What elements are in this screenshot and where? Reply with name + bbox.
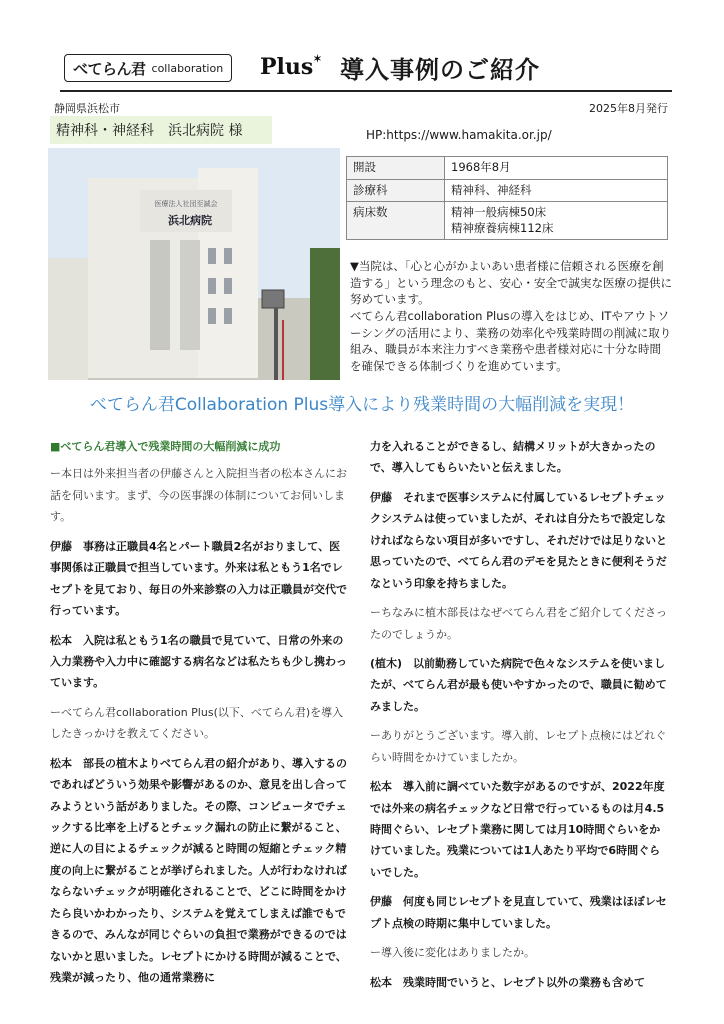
info-value-line: 精神療養病棟112床 <box>451 220 554 235</box>
interview-answer: (植木) 以前勤務していた病院で色々なシステムを使いましたが、べてらん君が最も使いやすかったので、職員に勧めてみました。 <box>370 656 667 713</box>
logo-main-text: べてらん君 <box>73 59 146 78</box>
homepage-link[interactable]: HP:https://www.hamakita.or.jp/ <box>366 128 552 142</box>
info-key: 診療科 <box>347 179 445 202</box>
info-key: 開設 <box>347 157 445 180</box>
interview-answer: 松本 残業時間でいうと、レセプト以外の業務も含めて <box>370 975 645 989</box>
page-title: 導入事例のご紹介 <box>340 56 540 84</box>
info-value: 1968年8月 <box>445 157 668 180</box>
interview-answer: 松本 導入前に調べていた数字があるのですが、2022年度では外来の病名チェックなど日常で行っているものは月4.5時間ぐらい、レセプト業務に関しては月10時間ぐらいをかけていました。残業については1人あたり平均で6時間ぐらいでした。 <box>370 780 665 879</box>
interview-question: ー本日は外来担当者の伊藤さんと入院担当者の松本さんにお話を伺います。まず、今の医事課の体制についてお伺いします。 <box>50 467 347 524</box>
info-value: 精神科、神経科 <box>445 179 668 202</box>
interview-answer: 松本 部長の植木よりべてらん君の紹介があり、導入するのであればどういう効果や影響があるのか、意見を出し合ってみようという話がありました。その際、コンピュータでチェックする比率を上げるとチェック漏れの防止に繋がること、逆に人の目によるチェックが減ると時間の短縮とチェック精度の向上に繋がることが挙げられました。人が行わなければならないチェックが明確化されることで、どこに時間をかけたら良いかわかったり、システムを覚えてしまえば誰でもできるので、みんなが同じぐらいの負担で業務ができるのではないかと思いました。レセプトにかける時間が減ることで、残業が減ったり、他の通常業務に <box>50 756 347 985</box>
info-value <box>445 202 668 240</box>
section-heading: ■べてらん君導入で残業時間の大幅削減に成功 <box>50 440 281 453</box>
interview-answer: 伊藤 何度も同じレセプトを見直していて、残業はほぼレセプト点検の時期に集中していました。 <box>370 895 667 930</box>
logo-sub-text: collaboration <box>151 61 224 75</box>
interview-question: ーべてらん君collaboration Plus(以下、べてらん君)を導入したきっかけを教えてください。 <box>50 705 344 741</box>
issue-date: 2025年8月発行 <box>589 102 668 115</box>
hospital-intro <box>350 258 672 375</box>
interview-question: ーありがとうございます。導入前、レセプト点検にはどれぐらい時間をかけていましたか。 <box>370 729 667 764</box>
table-row <box>347 157 668 180</box>
interview-left-column <box>50 436 350 997</box>
page-header <box>60 48 670 90</box>
star-icon: ✶ <box>313 54 322 65</box>
location: 静岡県浜松市 <box>54 102 120 115</box>
interview-answer: 伊藤 それまで医事システムに付属しているレセプトチェックシステムは使っていましたが、それは自分たちで設定しなければならない項目が多いですし、それだけでは足りないと思っていたので、べてらん君のデモを見たときに便利そうだなという印象を持ちました。 <box>370 490 667 590</box>
logo-plus <box>260 54 322 80</box>
intro-paragraph: べてらん君collaboration Plusの導入をはじめ、ITやアウトソーシングの活用により、業務の効率化や残業時間の削減に取り組み、職員が本来注力すべき業務や患者様対応に十分な時間を確保できる体制づくりを進めています。 <box>350 309 672 374</box>
logo-plus-text: Plus <box>260 54 314 80</box>
interview-right-column <box>370 436 670 1001</box>
header-divider <box>60 90 672 92</box>
headline: べてらん君Collaboration Plus導入により残業時間の大幅削減を実現！ <box>89 395 635 415</box>
hospital-name: 精神科・神経科 浜北病院 様 <box>50 116 272 144</box>
sign-text-1: 医療法人社団至誠会 <box>154 200 218 208</box>
interview-answer: 力を入れることができるし、結構メリットが大きかったので、導入してもらいたいと伝えました。 <box>370 440 656 475</box>
interview-question: ー導入後に変化はありましたか。 <box>370 946 535 960</box>
product-logo <box>64 54 232 82</box>
table-row <box>347 202 668 240</box>
hospital-info-table <box>346 156 668 240</box>
interview-answer: 伊藤 事務は正職員4名とパート職員2名がおりまして、医事関係は正職員で担当しています。外来は私ともう1名でレセプトを見ており、毎日の外来診察の入力は正職員が交代で行っています。 <box>50 539 347 618</box>
hospital-photo <box>48 148 340 380</box>
sign-text-2: 浜北病院 <box>168 214 212 227</box>
interview-question: ーちなみに植木部長はなぜべてらん君をご紹介してくださったのでしょうか。 <box>370 606 667 641</box>
info-value-line: 精神一般病棟50床 <box>451 205 547 220</box>
table-row <box>347 179 668 202</box>
interview-answer: 松本 入院は私ともう1名の職員で見ていて、日常の外来の入力業務や入力中に確認する病名などは私たちも少し携わっています。 <box>50 633 347 690</box>
info-key: 病床数 <box>347 202 445 240</box>
intro-paragraph: ▼当院は、「心と心がかよいあい患者様に信頼される医療を創造する」という理念のもと、安心・安全で誠実な医療の提供に努めています。 <box>350 259 672 307</box>
